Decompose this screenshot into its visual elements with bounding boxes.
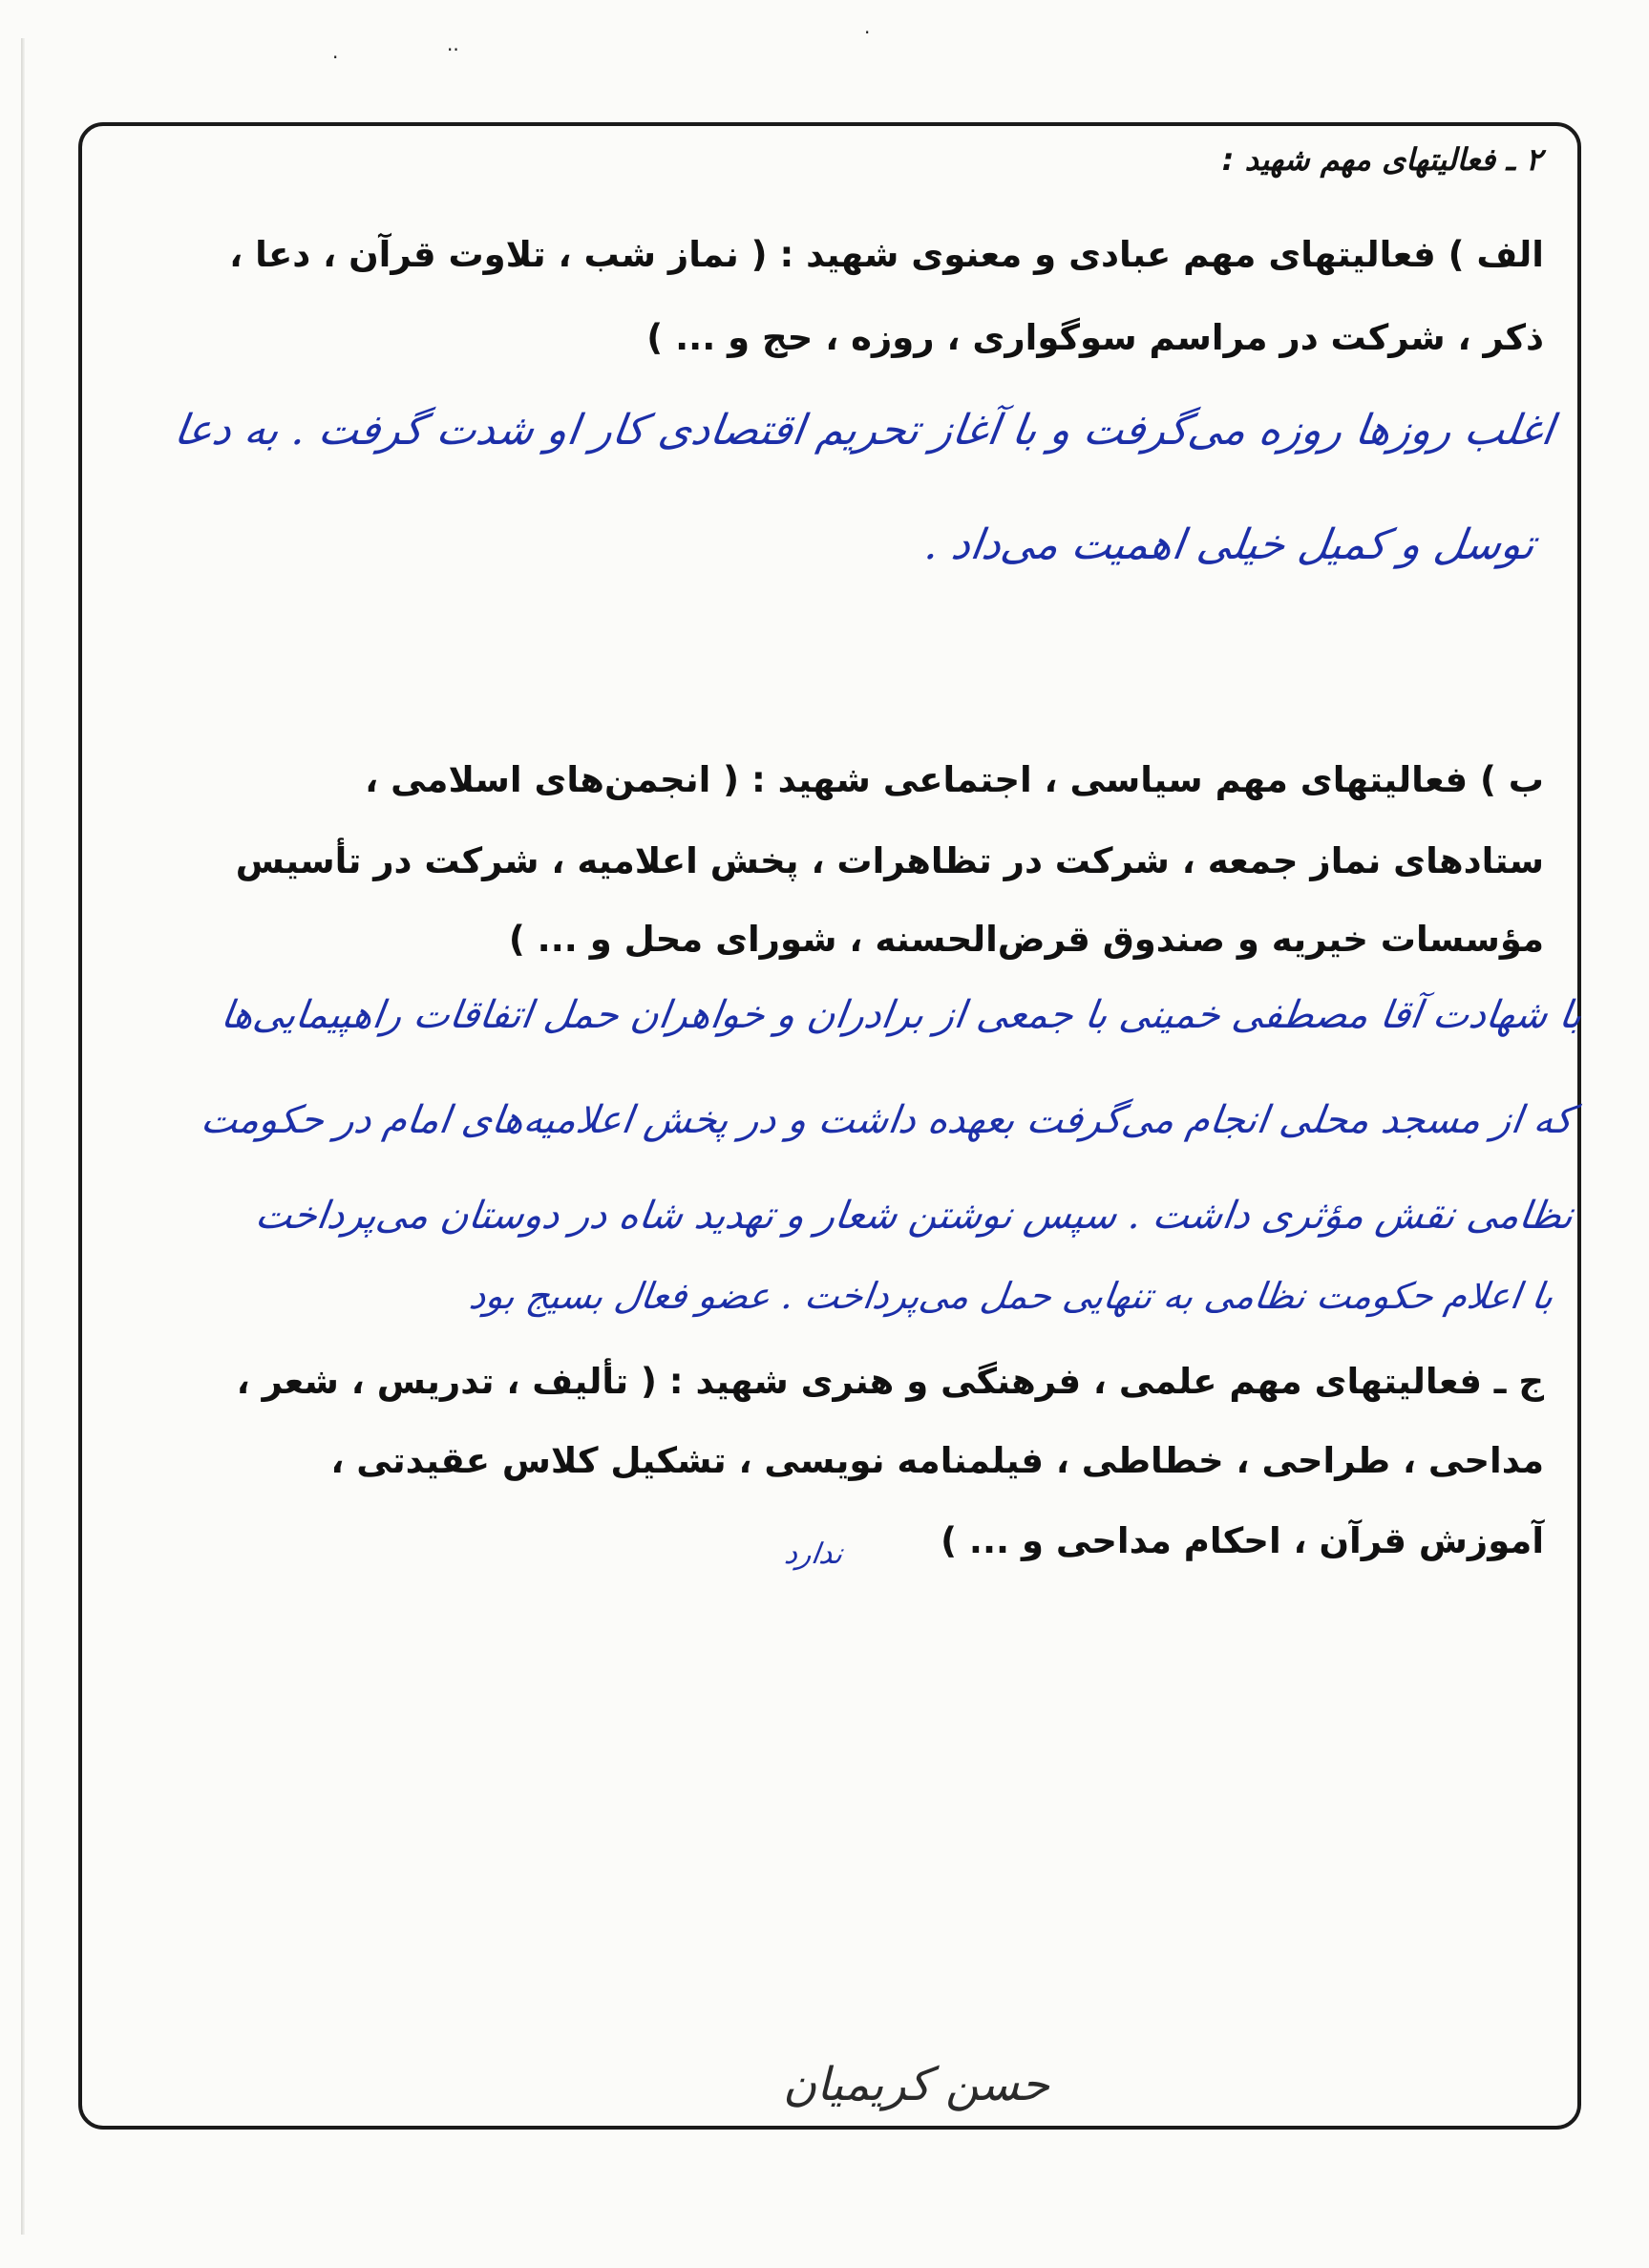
paper-speck: ·· xyxy=(447,38,459,61)
part-b-line-3: مؤسسات خیریه و صندوق قرض‌الحسنه ، شورای محل و ... ) xyxy=(508,919,1544,960)
page-fold-shadow xyxy=(21,38,25,2235)
part-b-line-2: ستادهای نماز جمعه ، شرکت در تظاهرات ، پخش اعلامیه ، شرکت در تأسیس xyxy=(235,840,1544,881)
paper-speck: · xyxy=(332,46,339,69)
part-a-handwritten-line-1: اغلب روزها روزه می‌گرفت و با آغاز تحریم اقتصادی کار او شدت گرفت . به دعا xyxy=(171,406,1557,455)
part-b-handwritten-line-2: که از مسجد محلی انجام می‌گرفت بعهده داشت و در پخش اعلامیه‌های امام در حکومت xyxy=(198,1098,1576,1142)
part-c-handwritten-note: ندارد xyxy=(782,1537,845,1571)
part-a-line-2: ذکر ، شرکت در مراسم سوگواری ، روزه ، حج و ... ) xyxy=(646,317,1544,358)
part-c-line-2: مداحی ، طراحی ، خطاطی ، فیلمنامه نویسی ، تشکیل کلاس عقیدتی ، xyxy=(330,1440,1544,1481)
part-b-handwritten-line-1: با شهادت آقا مصطفی خمینی با جمعی از برادران و خواهران حمل اتفاقات راهپیمایی‌ها xyxy=(219,993,1586,1037)
part-a-handwritten-line-2: توسل و کمیل خیلی اهمیت می‌داد . xyxy=(921,520,1538,569)
part-b-line-1: ب ) فعالیتهای مهم سیاسی ، اجتماعی شهید : ( انجمن‌های اسلامی ، xyxy=(365,759,1544,800)
part-b-handwritten-line-3: نظامی نقش مؤثری داشت . سپس نوشتن شعار و تهدید شاه در دوستان می‌پرداخت xyxy=(252,1194,1576,1238)
part-c-line-3: آموزش قرآن ، احکام مداحی و ... ) xyxy=(941,1520,1544,1561)
signature: حسن کریمیان xyxy=(783,2058,1050,2111)
section-heading: ۲ ـ فعالیتهای مهم شهید : xyxy=(1221,141,1542,178)
part-c-line-1: ج ـ فعالیتهای مهم علمی ، فرهنگی و هنری شهید : ( تألیف ، تدریس ، شعر ، xyxy=(236,1361,1544,1402)
part-b-handwritten-line-4: با اعلام حکومت نظامی به تنهایی حمل می‌پرداخت . عضو فعال بسیج بود xyxy=(467,1275,1557,1317)
part-a-line-1: الف ) فعالیتهای مهم عبادی و معنوی شهید : ( نماز شب ، تلاوت قرآن ، دعا ، xyxy=(229,234,1544,275)
paper-speck: · xyxy=(864,21,871,44)
